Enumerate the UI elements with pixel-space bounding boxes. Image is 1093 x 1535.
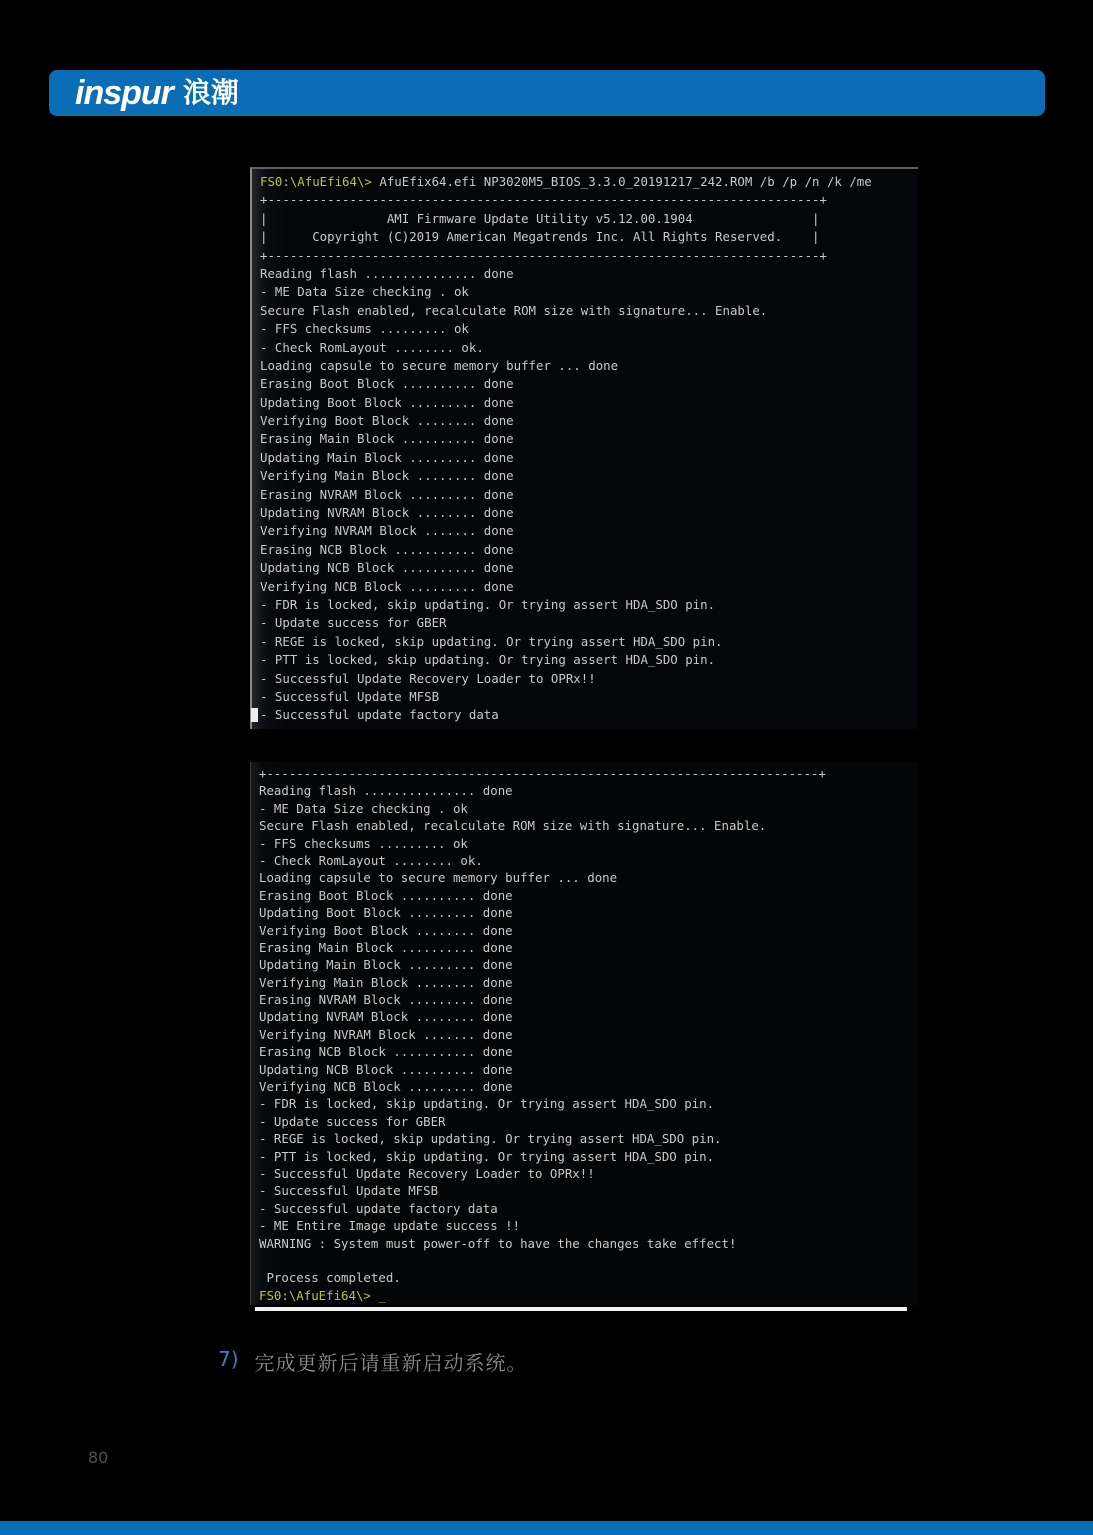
terminal-text: Verifying NCB Block ......... done — [259, 1079, 513, 1095]
terminal-text: +--------------------------------------------------------------------------+ — [259, 766, 826, 781]
terminal-line — [259, 800, 918, 817]
terminal-line — [260, 633, 918, 651]
terminal-text: Erasing NVRAM Block ......... done — [259, 992, 513, 1008]
terminal-line — [260, 394, 918, 412]
screenshot-bottom-rule — [255, 1307, 907, 1311]
terminal-line — [259, 1061, 918, 1078]
terminal-text: AfuEfix64.efi NP3020M5_BIOS_3.3.0_20191217_242.ROM /b /p /n /k /me — [379, 174, 872, 189]
terminal-line — [259, 1252, 918, 1269]
terminal-text: Updating NCB Block .......... done — [260, 560, 514, 576]
terminal-text: - ME Data Size checking . ok — [260, 284, 469, 300]
terminal-line — [259, 1095, 918, 1112]
terminal-text: WARNING : System must power-off to have the changes take effect! — [259, 1235, 737, 1251]
terminal-text: - Successful Update Recovery Loader to OPRx!! — [260, 670, 596, 686]
terminal-line — [260, 706, 918, 724]
terminal-line — [259, 869, 918, 886]
terminal-line — [260, 504, 918, 522]
terminal-line — [260, 688, 918, 706]
shell-prompt: FS0:\AfuEfi64\> — [260, 174, 380, 189]
terminal-text: Updating Boot Block ......... done — [260, 394, 514, 410]
terminal-text: - Successful update factory data — [260, 707, 499, 723]
step-7 — [218, 1347, 528, 1376]
terminal-line — [259, 1182, 918, 1199]
terminal-line — [260, 265, 918, 283]
terminal-line — [259, 782, 918, 799]
terminal-line — [259, 939, 918, 956]
step-text: 完成更新后请重新启动系统。 — [254, 1351, 528, 1375]
terminal-line — [259, 1008, 918, 1025]
terminal-line — [260, 283, 918, 301]
inspur-logo-cjk: 浪潮 — [182, 76, 239, 109]
terminal-text: | AMI Firmware Update Utility v5.12.00.1904 | — [260, 210, 820, 226]
terminal-line — [260, 173, 918, 191]
terminal-text: - Update success for GBER — [259, 1113, 446, 1129]
terminal-text: - FFS checksums ......... ok — [260, 321, 469, 337]
terminal-text: - Check RomLayout ........ ok. — [259, 852, 483, 868]
terminal-text: - Successful Update MFSB — [260, 688, 440, 704]
terminal-text: | Copyright (C)2019 American Megatrends Inc. All Rights Reserved. | — [260, 229, 820, 245]
header-bar — [49, 70, 1045, 116]
terminal-line — [260, 578, 918, 596]
terminal-line — [259, 1043, 918, 1060]
terminal-text: Verifying Main Block ........ done — [260, 468, 514, 484]
terminal-line — [260, 191, 918, 209]
terminal-line — [259, 991, 918, 1008]
terminal-text: - FDR is locked, skip updating. Or trying assert HDA_SDO pin. — [259, 1096, 715, 1112]
shell-prompt: FS0:\AfuEfi64\> _ — [259, 1287, 386, 1303]
terminal-line — [260, 339, 918, 357]
terminal-line — [260, 412, 918, 430]
terminal-text: Erasing Boot Block .......... done — [259, 887, 513, 903]
terminal-line — [259, 904, 918, 921]
terminal-text: Erasing Main Block .......... done — [260, 431, 514, 447]
terminal-text: Erasing Main Block .......... done — [259, 939, 513, 955]
step-number: 7) — [218, 1347, 239, 1371]
terminal-line — [259, 1287, 918, 1304]
terminal-line — [259, 1078, 918, 1095]
terminal-text: Loading capsule to secure memory buffer ... done — [259, 870, 618, 886]
terminal-screenshot-1 — [250, 167, 918, 729]
terminal-text: Verifying NCB Block ......... done — [260, 578, 514, 594]
terminal-text: Verifying NVRAM Block ....... done — [260, 523, 514, 539]
terminal-text: - FDR is locked, skip updating. Or trying assert HDA_SDO pin. — [260, 596, 716, 612]
terminal-line — [260, 614, 918, 632]
terminal-text: Updating NVRAM Block ........ done — [259, 1009, 513, 1025]
terminal-line — [260, 430, 918, 448]
terminal-text: Secure Flash enabled, recalculate ROM size with signature... Enable. — [259, 818, 767, 834]
terminal-text: - PTT is locked, skip updating. Or trying assert HDA_SDO pin. — [260, 652, 716, 668]
terminal-line — [259, 974, 918, 991]
terminal-line — [260, 670, 918, 688]
terminal-line — [259, 887, 918, 904]
footer-bar — [0, 1521, 1093, 1535]
terminal-text: - Successful Update MFSB — [259, 1183, 439, 1199]
terminal-line — [260, 228, 918, 246]
terminal-line — [260, 247, 918, 265]
terminal-line — [259, 817, 918, 834]
terminal-text: - Check RomLayout ........ ok. — [260, 339, 484, 355]
terminal-line — [260, 375, 918, 393]
terminal-text: Updating Main Block ......... done — [259, 957, 513, 973]
terminal-text: Erasing NCB Block ........... done — [259, 1044, 513, 1060]
terminal-line — [260, 320, 918, 338]
terminal-text: - FFS checksums ......... ok — [259, 835, 468, 851]
terminal-text: Process completed. — [259, 1270, 401, 1286]
terminal-text: - Successful update factory data — [259, 1200, 498, 1216]
terminal-text: Loading capsule to secure memory buffer ... done — [260, 357, 619, 373]
terminal-line — [259, 1235, 918, 1252]
terminal-line — [259, 852, 918, 869]
terminal-line — [260, 522, 918, 540]
cursor-block — [251, 708, 258, 722]
terminal-line — [260, 651, 918, 669]
terminal-line — [260, 596, 918, 614]
terminal-text: Secure Flash enabled, recalculate ROM size with signature... Enable. — [260, 302, 768, 318]
terminal-text: Updating Main Block ......... done — [260, 449, 514, 465]
terminal-text: - REGE is locked, skip updating. Or trying assert HDA_SDO pin. — [260, 633, 723, 649]
terminal-text: +--------------------------------------------------------------------------+ — [260, 247, 827, 263]
terminal-line — [259, 922, 918, 939]
terminal-line — [260, 210, 918, 228]
inspur-logo — [75, 76, 239, 110]
terminal-line — [259, 956, 918, 973]
terminal-text: Updating NCB Block .......... done — [259, 1061, 513, 1077]
terminal-text: Verifying Boot Block ........ done — [260, 413, 514, 429]
terminal-line — [259, 1113, 918, 1130]
terminal-line — [259, 1148, 918, 1165]
terminal-text: - ME Entire Image update success !! — [259, 1218, 521, 1234]
terminal-line — [259, 835, 918, 852]
terminal-text: - PTT is locked, skip updating. Or trying assert HDA_SDO pin. — [259, 1148, 715, 1164]
terminal-line — [260, 357, 918, 375]
terminal-line — [260, 486, 918, 504]
terminal-text: - Update success for GBER — [260, 615, 447, 631]
terminal-text: Erasing NVRAM Block ......... done — [260, 486, 514, 502]
terminal-line — [260, 302, 918, 320]
terminal-line — [259, 1269, 918, 1286]
terminal-line — [259, 1026, 918, 1043]
inspur-logo-latin: inspur — [75, 74, 173, 112]
terminal-text: Verifying Main Block ........ done — [259, 974, 513, 990]
terminal-line — [259, 1200, 918, 1217]
terminal-text: Erasing NCB Block ........... done — [260, 541, 514, 557]
terminal-text: +--------------------------------------------------------------------------+ — [260, 192, 827, 208]
terminal-line — [260, 559, 918, 577]
terminal-line — [259, 1217, 918, 1234]
terminal-line — [259, 1130, 918, 1147]
terminal-line — [259, 765, 918, 782]
terminal-text: Verifying Boot Block ........ done — [259, 922, 513, 938]
terminal-text: - REGE is locked, skip updating. Or trying assert HDA_SDO pin. — [259, 1131, 722, 1147]
terminal-text: - Successful Update Recovery Loader to OPRx!! — [259, 1165, 595, 1181]
page-number: 80 — [88, 1448, 109, 1467]
terminal-text: Verifying NVRAM Block ....... done — [259, 1026, 513, 1042]
terminal-text: Updating NVRAM Block ........ done — [260, 505, 514, 521]
terminal-screenshot-2 — [250, 762, 918, 1305]
terminal-text: Erasing Boot Block .......... done — [260, 376, 514, 392]
terminal-line — [260, 449, 918, 467]
terminal-line — [260, 467, 918, 485]
terminal-text: - ME Data Size checking . ok — [259, 800, 468, 816]
terminal-text: Updating Boot Block ......... done — [259, 905, 513, 921]
terminal-text: Reading flash ............... done — [260, 265, 514, 281]
terminal-line — [260, 541, 918, 559]
terminal-text: Reading flash ............... done — [259, 783, 513, 799]
terminal-line — [259, 1165, 918, 1182]
